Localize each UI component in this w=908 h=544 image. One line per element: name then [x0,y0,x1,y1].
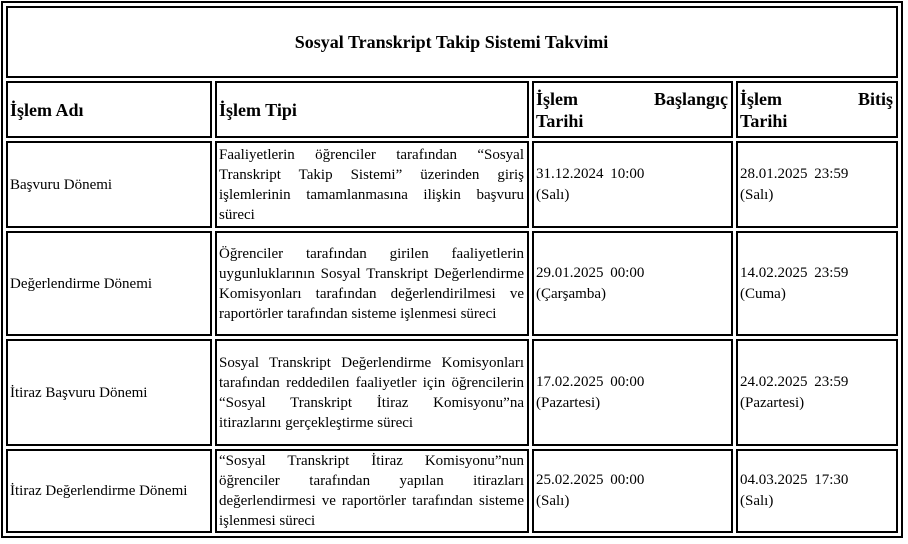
cell-process-type: Faaliyetlerin öğrenciler tarafından “Sosyal Transkript Takip Sistemi” üzerinden giriş işlemlerinin tamamlanmasına ilişkin başvuru süreci [215,141,529,228]
cell-process-type: Sosyal Transkript Değerlendirme Komisyonları tarafından reddedilen faaliyetler için öğrencilerin “Sosyal Transkript İtiraz Komisyonu”na itirazlarını gerçekleştirme süreci [215,339,529,446]
end-day: (Pazartesi) [740,394,805,411]
end-day: (Salı) [740,186,774,203]
start-day: (Çarşamba) [536,285,606,302]
end-datetime: 04.03.2025 17:30 [740,472,849,488]
table-row [6,231,898,336]
start-datetime: 31.12.2024 10:00 [536,165,645,182]
end-day: (Salı) [740,493,774,509]
cell-start-date [532,231,733,336]
end-day: (Cuma) [740,285,786,302]
start-day: (Salı) [536,186,570,203]
table-header-row [6,81,898,138]
end-datetime: 14.02.2025 23:59 [740,264,849,281]
cell-end-date [736,339,898,446]
header-bitis-line2: Tarihi [740,110,788,131]
cell-process-name: Başvuru Dönemi [6,141,212,228]
start-datetime: 25.02.2025 00:00 [536,472,645,488]
cell-start-date [532,449,733,533]
cell-process-type: “Sosyal Transkript İtiraz Komisyonu”nun öğrenciler tarafından yapılan itirazları değerlendirmesi ve raportörler tarafından sisteme işlenmesi süreci [215,449,529,533]
cell-end-date [736,141,898,228]
start-day: (Salı) [536,493,570,509]
table-title-row [6,6,898,78]
cell-process-name: İtiraz Değerlendirme Dönemi [6,449,212,533]
end-datetime: 24.02.2025 23:59 [740,373,849,390]
start-datetime: 29.01.2025 00:00 [536,264,645,281]
cell-process-name: Değerlendirme Dönemi [6,231,212,336]
takvim-table [1,1,903,538]
column-header-islem-adi: İşlem Adı [6,81,212,138]
column-header-baslangic-tarihi [532,81,733,138]
table-row [6,141,898,228]
header-baslangic-line1: İşlem Başlangıç [536,88,728,109]
cell-process-type: Öğrenciler tarafından girilen faaliyetlerin uygunluklarının Sosyal Transkript Değerlendirme Komisyonları tarafından değerlendirilmesi ve raportörler tarafından sisteme işlenmesi süreci [215,231,529,336]
cell-end-date [736,449,898,533]
column-header-islem-tipi: İşlem Tipi [215,81,529,138]
start-datetime: 17.02.2025 00:00 [536,373,645,390]
cell-start-date [532,141,733,228]
cell-start-date [532,339,733,446]
end-datetime: 28.01.2025 23:59 [740,165,849,182]
cell-end-date [736,231,898,336]
cell-process-name: İtiraz Başvuru Dönemi [6,339,212,446]
column-header-bitis-tarihi [736,81,898,138]
table-row [6,449,898,533]
start-day: (Pazartesi) [536,394,601,411]
header-bitis-line1: İşlem Bitiş [740,88,893,109]
header-baslangic-line2: Tarihi [536,110,584,131]
page-title: Sosyal Transkript Takip Sistemi Takvimi [6,6,898,78]
table-row [6,339,898,446]
